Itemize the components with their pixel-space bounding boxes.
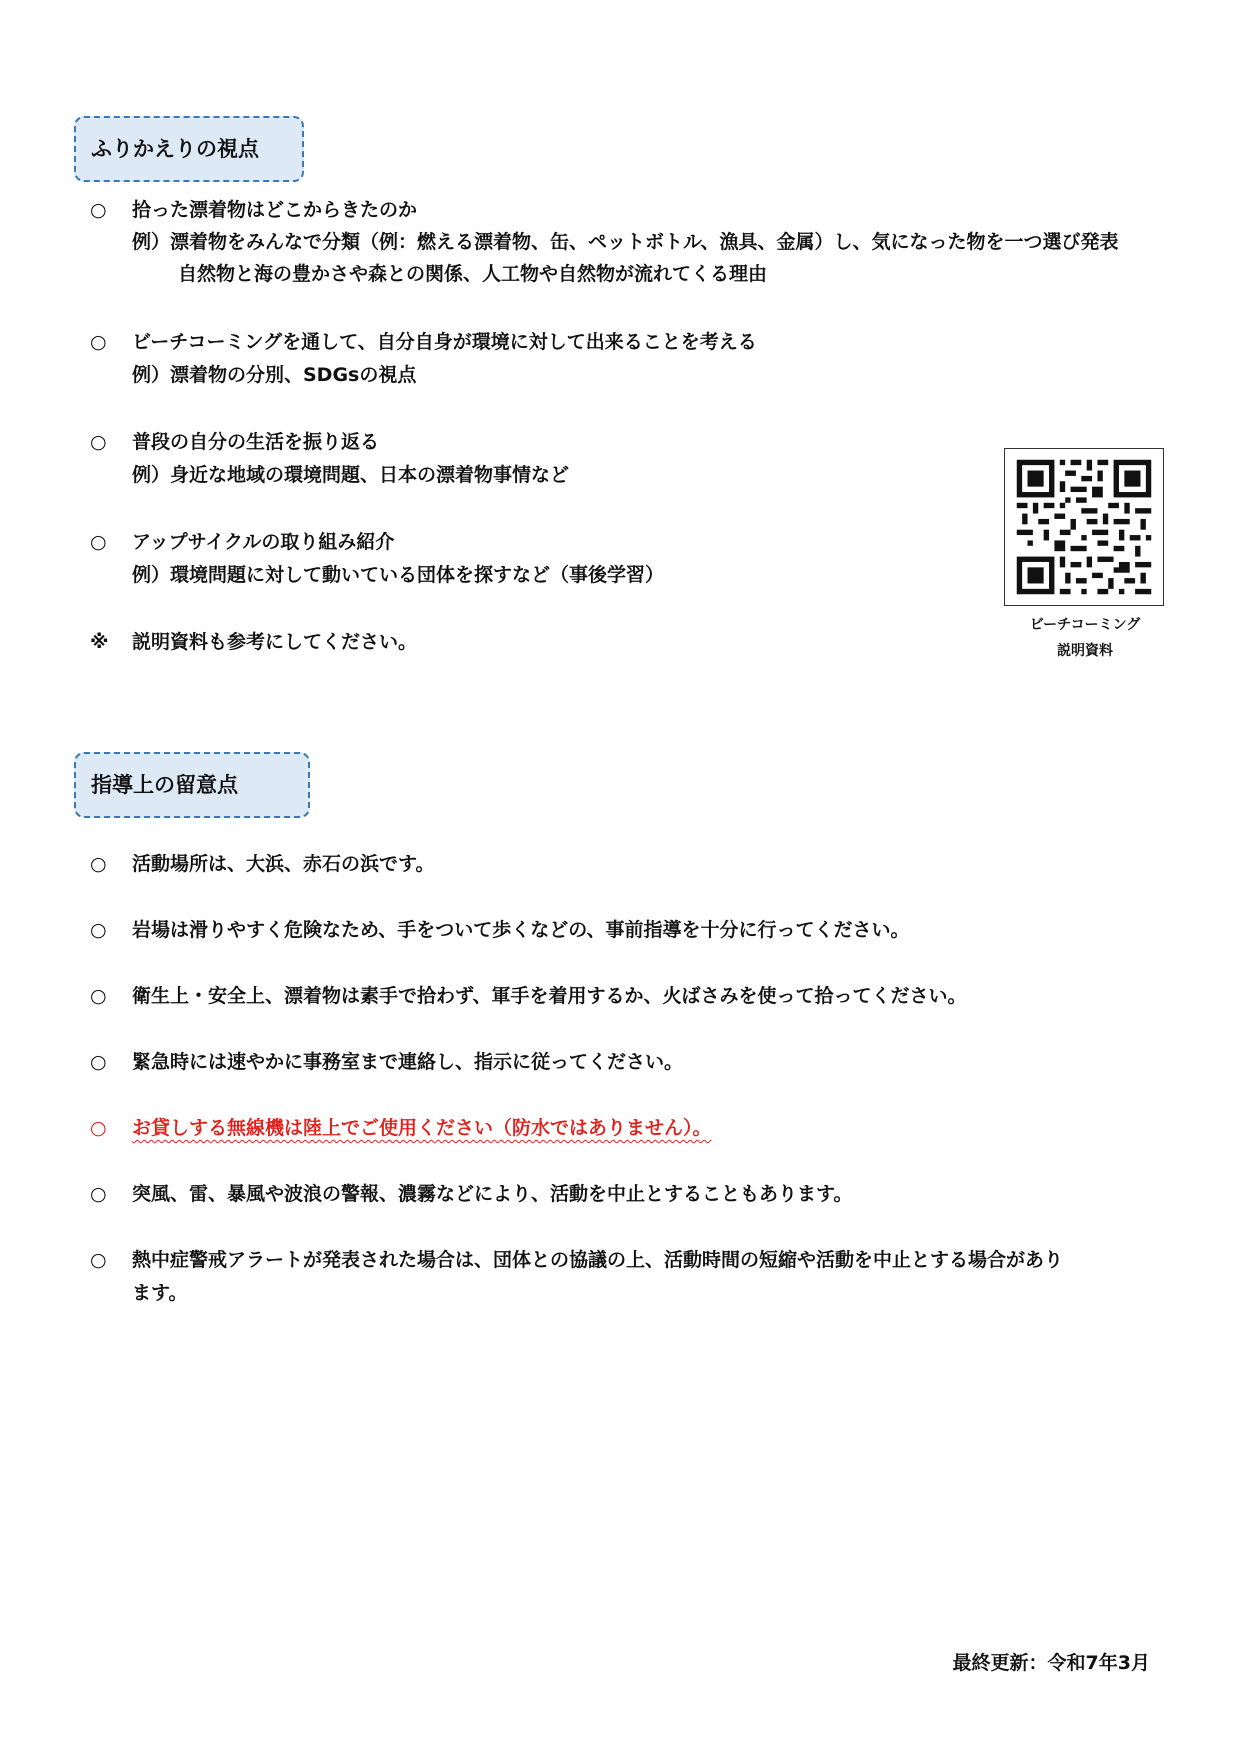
list-item-text: 岩場は滑りやすく危険なため、手をついて歩くなどの、事前指導を十分に行ってください。	[132, 919, 910, 941]
list-item-example-cont: 自然物と海の豊かさや森との関係、人工物や自然物が流れてくる理由	[178, 263, 768, 285]
list-bullet: ○	[90, 1249, 107, 1271]
list-item-example: 例）漂着物をみんなで分類（例：燃える漂着物、缶、ペットボトル、漁具、金属）し、気になった物を一つ選び発表	[132, 231, 1119, 253]
list-item-text: ビーチコーミングを通して、自分自身が環境に対して出来ることを考える	[132, 331, 757, 353]
qr-code[interactable]	[1004, 448, 1164, 606]
last-updated: 最終更新：令和7年3月	[952, 1652, 1150, 1674]
list-item-text: アップサイクルの取り組み紹介	[132, 531, 395, 553]
list-item-text: 突風、雷、暴風や波浪の警報、濃霧などにより、活動を中止とすることもあります。	[132, 1183, 853, 1205]
list-bullet: ※	[90, 631, 109, 653]
list-bullet: ○	[90, 1183, 107, 1205]
list-item-example: 例）漂着物の分別、SDGsの視点	[132, 364, 417, 386]
list-item-text: 普段の自分の生活を振り返る	[132, 431, 380, 453]
list-bullet: ○	[90, 985, 107, 1007]
list-item-text-cont: ます。	[132, 1282, 188, 1304]
list-bullet: ○	[90, 531, 107, 553]
list-item-text: 説明資料も参考にしてください。	[132, 631, 418, 653]
list-bullet: ○	[90, 853, 107, 875]
list-item-text: 衛生上・安全上、漂着物は素手で拾わず、軍手を着用するか、火ばさみを使って拾ってください。	[132, 985, 967, 1007]
list-item-text: 熱中症警戒アラートが発表された場合は、団体との協議の上、活動時間の短縮や活動を中止とする場合があり	[132, 1249, 1064, 1271]
list-item-example: 例）環境問題に対して動いている団体を探すなど（事後学習）	[132, 564, 665, 586]
section-title-reflection-text: ふりかえりの視点	[91, 136, 259, 161]
list-bullet: ○	[90, 199, 107, 221]
list-item-text: 緊急時には速やかに事務室まで連絡し、指示に従ってください。	[132, 1051, 684, 1073]
list-item-text: お貸しする無線機は陸上でご使用ください（防水ではありません）。	[132, 1117, 712, 1139]
list-item-example: 例）身近な地域の環境問題、日本の漂着物事情など	[132, 464, 570, 486]
list-bullet: ○	[90, 1051, 107, 1073]
section-title-reflection	[74, 116, 304, 182]
qr-caption-subtitle: 説明資料	[1057, 643, 1113, 659]
list-item-text: 拾った漂着物はどこからきたのか	[132, 199, 418, 221]
list-bullet: ○	[90, 431, 107, 453]
qr-caption-title: ビーチコーミング	[1029, 617, 1141, 633]
qr-code-icon	[1005, 449, 1163, 605]
section-title-cautions-text: 指導上の留意点	[91, 772, 238, 797]
list-bullet: ○	[90, 1117, 107, 1139]
list-bullet: ○	[90, 919, 107, 941]
section-title-cautions	[74, 752, 310, 818]
list-item-text: 活動場所は、大浜、赤石の浜です。	[132, 853, 435, 875]
list-bullet: ○	[90, 331, 107, 353]
